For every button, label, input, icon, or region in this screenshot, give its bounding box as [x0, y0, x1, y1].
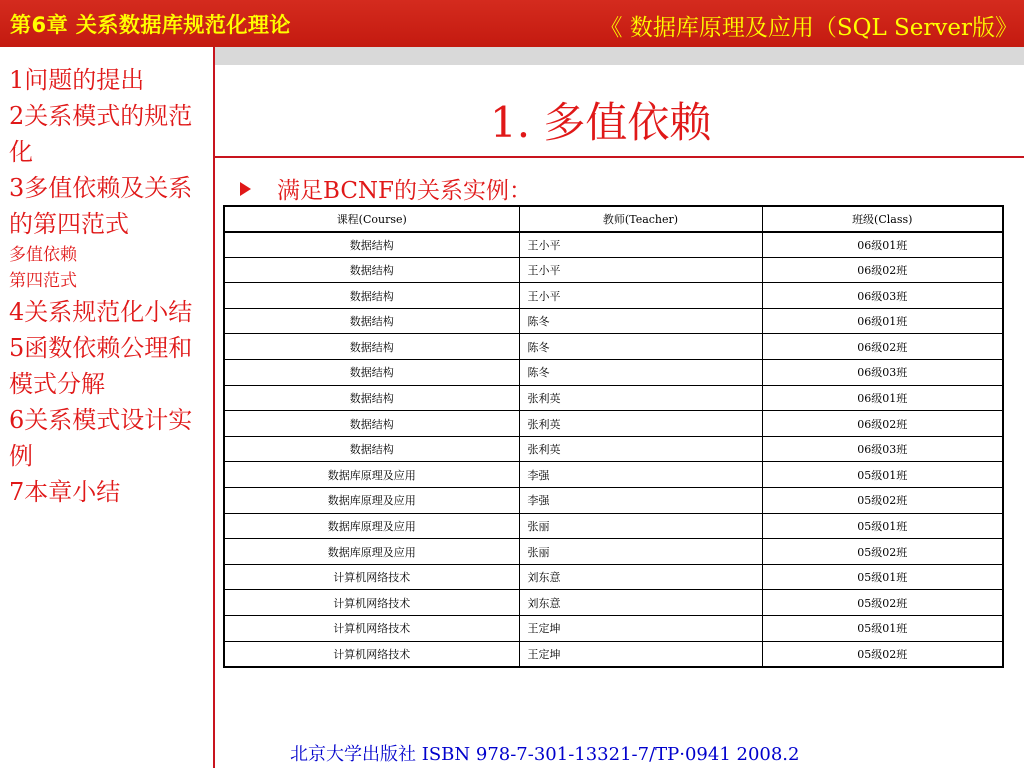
column-header-teacher: 教师(Teacher): [519, 206, 762, 232]
table-row: [224, 488, 1003, 514]
cell-course: 数据结构: [224, 436, 519, 462]
cell-teacher: 张利英: [519, 411, 762, 437]
table-row: [224, 539, 1003, 565]
table-row: [224, 360, 1003, 386]
cell-course: 数据结构: [224, 411, 519, 437]
cell-class: 06级02班: [762, 257, 1003, 283]
table-body: [224, 232, 1003, 667]
header-bar: [0, 0, 1024, 47]
cell-teacher: 王定坤: [519, 641, 762, 667]
cell-class: 05级01班: [762, 564, 1003, 590]
title-underline: [215, 156, 1024, 158]
cell-course: 数据结构: [224, 308, 519, 334]
cell-teacher: 李强: [519, 488, 762, 514]
sidebar-item-mvd-4nf[interactable]: 3多值依赖及关系的第四范式: [9, 174, 193, 238]
bcnf-relation-table: [223, 205, 1004, 668]
table-row: [224, 257, 1003, 283]
cell-course: 数据库原理及应用: [224, 462, 519, 488]
cell-class: 06级03班: [762, 283, 1003, 309]
table-row: [224, 564, 1003, 590]
table-row: [224, 411, 1003, 437]
table-row: [224, 283, 1003, 309]
cell-class: 06级02班: [762, 411, 1003, 437]
cell-class: 06级01班: [762, 385, 1003, 411]
cell-course: 数据结构: [224, 385, 519, 411]
cell-class: 05级02班: [762, 590, 1003, 616]
cell-teacher: 王小平: [519, 257, 762, 283]
cell-teacher: 张丽: [519, 513, 762, 539]
cell-course: 计算机网络技术: [224, 641, 519, 667]
table-header-row: [224, 206, 1003, 232]
cell-class: 06级02班: [762, 334, 1003, 360]
cell-class: 06级03班: [762, 360, 1003, 386]
arrow-bullet-icon: [240, 182, 251, 196]
sidebar-item-axioms[interactable]: 5函数依赖公理和模式分解: [9, 334, 193, 398]
cell-class: 05级01班: [762, 462, 1003, 488]
cell-teacher: 张丽: [519, 539, 762, 565]
cell-course: 数据库原理及应用: [224, 488, 519, 514]
cell-course: 计算机网络技术: [224, 616, 519, 642]
table-row: [224, 385, 1003, 411]
cell-course: 数据结构: [224, 232, 519, 258]
cell-course: 数据结构: [224, 283, 519, 309]
cell-teacher: 王小平: [519, 283, 762, 309]
cell-course: 计算机网络技术: [224, 590, 519, 616]
chapter-title: 第6章 关系数据库规范化理论: [10, 13, 291, 37]
sidebar-item-normalization[interactable]: 2关系模式的规范化: [9, 102, 193, 166]
cell-teacher: 陈冬: [519, 308, 762, 334]
book-title: 《 数据库原理及应用（SQL Server版》: [599, 15, 1018, 41]
table-row: [224, 462, 1003, 488]
cell-teacher: 刘东意: [519, 590, 762, 616]
table-row: [224, 513, 1003, 539]
cell-teacher: 张利英: [519, 436, 762, 462]
sidebar-item-design-example[interactable]: 6关系模式设计实例: [9, 406, 193, 470]
sidebar-item-problem[interactable]: 1问题的提出: [9, 66, 145, 94]
table-row: [224, 641, 1003, 667]
table-row: [224, 616, 1003, 642]
column-header-class: 班级(Class): [762, 206, 1003, 232]
cell-teacher: 王定坤: [519, 616, 762, 642]
cell-course: 计算机网络技术: [224, 564, 519, 590]
sidebar-nav: [9, 62, 213, 510]
cell-course: 数据结构: [224, 360, 519, 386]
footer-publisher: 北京大学出版社 ISBN 978-7-301-13321-7/TP·0941 2008.2: [290, 744, 800, 765]
table-row: [224, 232, 1003, 258]
sidebar-subitem-mvd[interactable]: 多值依赖: [9, 245, 77, 265]
cell-class: 05级01班: [762, 513, 1003, 539]
cell-class: 06级01班: [762, 308, 1003, 334]
sidebar-item-summary-normalization[interactable]: 4关系规范化小结: [9, 298, 193, 326]
cell-teacher: 陈冬: [519, 334, 762, 360]
sidebar-subitem-4nf[interactable]: 第四范式: [9, 271, 77, 291]
cell-teacher: 刘东意: [519, 564, 762, 590]
cell-course: 数据库原理及应用: [224, 513, 519, 539]
cell-class: 06级03班: [762, 436, 1003, 462]
cell-class: 05级02班: [762, 488, 1003, 514]
cell-class: 05级02班: [762, 539, 1003, 565]
slide-title: 1. 多值依赖: [490, 98, 712, 147]
top-gray-band: [215, 47, 1024, 65]
cell-teacher: 张利英: [519, 385, 762, 411]
sidebar-item-chapter-summary[interactable]: 7本章小结: [9, 478, 121, 506]
table-row: [224, 436, 1003, 462]
table-row: [224, 590, 1003, 616]
cell-teacher: 王小平: [519, 232, 762, 258]
cell-class: 05级01班: [762, 616, 1003, 642]
bullet-line: [240, 172, 532, 205]
cell-course: 数据结构: [224, 334, 519, 360]
cell-teacher: 李强: [519, 462, 762, 488]
cell-teacher: 陈冬: [519, 360, 762, 386]
bullet-text: 满足BCNF的关系实例：: [277, 178, 533, 204]
table-row: [224, 308, 1003, 334]
table-row: [224, 334, 1003, 360]
column-header-course: 课程(Course): [224, 206, 519, 232]
cell-course: 数据库原理及应用: [224, 539, 519, 565]
cell-class: 06级01班: [762, 232, 1003, 258]
cell-class: 05级02班: [762, 641, 1003, 667]
cell-course: 数据结构: [224, 257, 519, 283]
